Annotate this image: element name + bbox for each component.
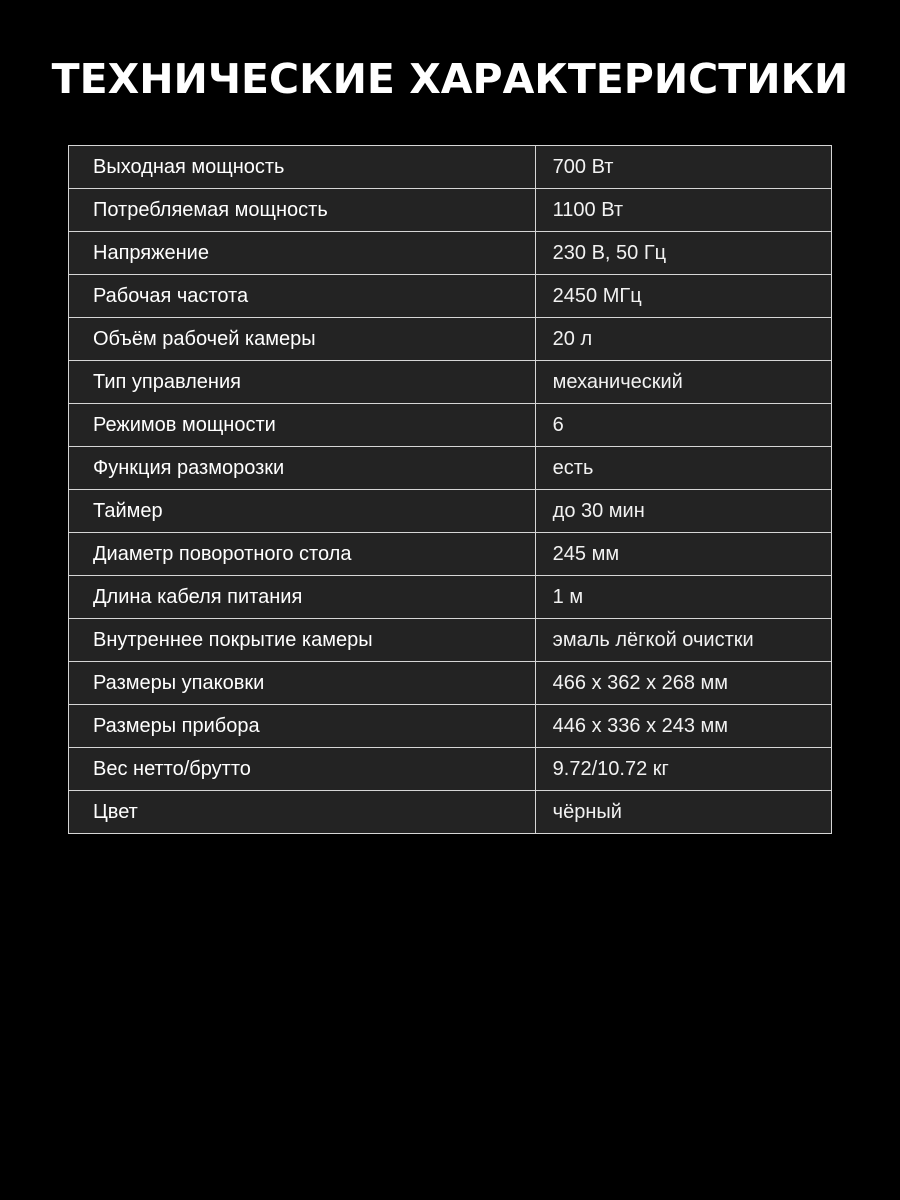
spec-label: Выходная мощность xyxy=(69,146,536,189)
spec-label: Диаметр поворотного стола xyxy=(69,533,536,576)
spec-value: 1 м xyxy=(535,576,831,619)
spec-value: до 30 мин xyxy=(535,490,831,533)
table-row xyxy=(69,748,832,791)
spec-label: Размеры упаковки xyxy=(69,662,536,705)
table-row xyxy=(69,447,832,490)
table-row xyxy=(69,361,832,404)
spec-value: механический xyxy=(535,361,831,404)
spec-label: Размеры прибора xyxy=(69,705,536,748)
table-row xyxy=(69,189,832,232)
spec-label: Таймер xyxy=(69,490,536,533)
table-row xyxy=(69,275,832,318)
specs-table xyxy=(68,145,832,834)
spec-value: 6 xyxy=(535,404,831,447)
spec-label: Вес нетто/брутто xyxy=(69,748,536,791)
spec-value: 466 х 362 х 268 мм xyxy=(535,662,831,705)
table-row xyxy=(69,576,832,619)
spec-value: 446 х 336 х 243 мм xyxy=(535,705,831,748)
table-row xyxy=(69,619,832,662)
spec-label: Рабочая частота xyxy=(69,275,536,318)
spec-value: 700 Вт xyxy=(535,146,831,189)
table-row xyxy=(69,791,832,834)
page-title: ТЕХНИЧЕСКИЕ ХАРАКТЕРИСТИКИ xyxy=(51,55,849,103)
spec-value: эмаль лёгкой очистки xyxy=(535,619,831,662)
spec-label: Тип управления xyxy=(69,361,536,404)
spec-value: 20 л xyxy=(535,318,831,361)
table-row xyxy=(69,705,832,748)
spec-value: 2450 МГц xyxy=(535,275,831,318)
spec-label: Длина кабеля питания xyxy=(69,576,536,619)
spec-label: Цвет xyxy=(69,791,536,834)
table-row xyxy=(69,533,832,576)
table-row xyxy=(69,146,832,189)
spec-label: Функция разморозки xyxy=(69,447,536,490)
spec-value: 245 мм xyxy=(535,533,831,576)
spec-label: Потребляемая мощность xyxy=(69,189,536,232)
spec-label: Режимов мощности xyxy=(69,404,536,447)
spec-label: Напряжение xyxy=(69,232,536,275)
spec-label: Внутреннее покрытие камеры xyxy=(69,619,536,662)
spec-value: 9.72/10.72 кг xyxy=(535,748,831,791)
table-row xyxy=(69,318,832,361)
table-row xyxy=(69,404,832,447)
spec-value: есть xyxy=(535,447,831,490)
table-row xyxy=(69,662,832,705)
spec-value: 1100 Вт xyxy=(535,189,831,232)
table-row xyxy=(69,490,832,533)
spec-label: Объём рабочей камеры xyxy=(69,318,536,361)
spec-value: 230 В, 50 Гц xyxy=(535,232,831,275)
table-row xyxy=(69,232,832,275)
spec-value: чёрный xyxy=(535,791,831,834)
